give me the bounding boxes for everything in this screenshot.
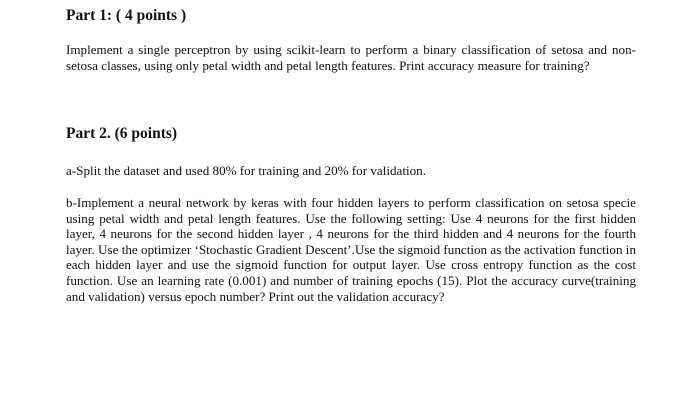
part1-heading: Part 1: ( 4 points ) (66, 7, 187, 24)
part2-heading: Part 2. (6 points) (66, 125, 178, 142)
part2-item-b: b-Implement a neural network by keras with four hidden layers to perform classification on setosa specie using petal width and petal length features. Use the following setting: Use 4 neurons for the first hidden layer, 4 neurons for the second hidden layer , 4 neurons for the third hidden and 4 neurons for the fourth layer. Use the optimizer ‘Stochastic Gradient Descent’.Use the sigmoid function as the activation function in each hidden layer and use the sigmoid function for output layer. Use cross entropy function as the cost function. Use an learning rate (0.001) and number of training epochs (15). Plot the accuracy curve(training and validation) versus epoch number? Print out the validation accuracy? (66, 195, 636, 304)
part2-item-a: a-Split the dataset and used 80% for training and 20% for validation. (66, 163, 426, 178)
part1-body: Implement a single perceptron by using scikit-learn to perform a binary classification of setosa and non-setosa classes, using only petal width and petal length features. Print accuracy measure for training? (66, 42, 636, 73)
